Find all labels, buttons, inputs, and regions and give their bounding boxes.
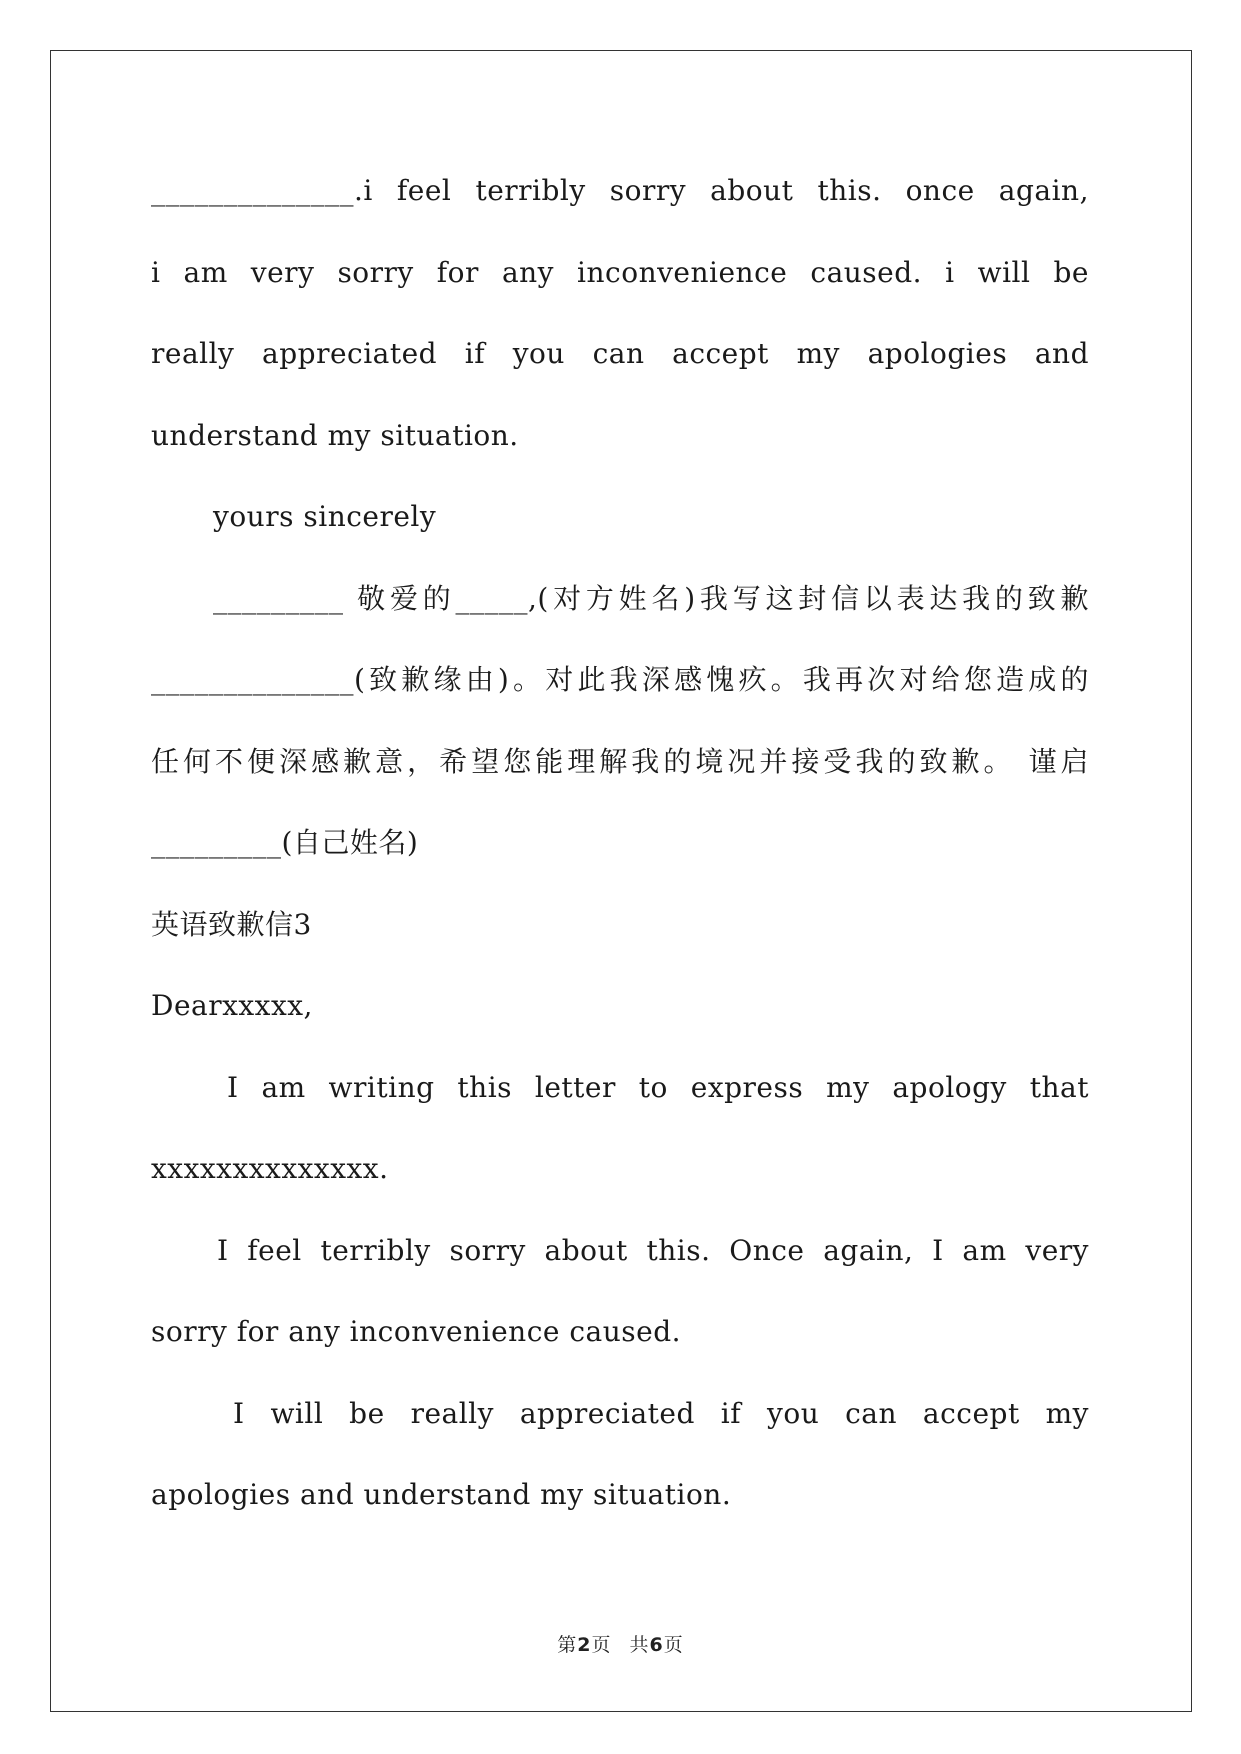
footer-page-suffix: 页 xyxy=(591,1634,612,1656)
text-line: ______________(致歉缘由)。对此我深感愧疚。我再次对给您造成的 xyxy=(151,663,1089,696)
section-heading: 英语致歉信3 xyxy=(151,907,312,941)
text-line: really appreciated if you can accept my apologies and xyxy=(151,337,1089,370)
total-page-count: 6 xyxy=(649,1634,664,1656)
document-body xyxy=(151,150,1089,1536)
text-line: apologies and understand my situation. xyxy=(151,1478,732,1511)
text-line: I feel terribly sorry about this. Once again, I am very xyxy=(217,1233,1089,1267)
current-page-number: 2 xyxy=(577,1634,592,1656)
text-line: I am writing this letter to express my apology that xyxy=(227,1070,1089,1104)
footer-prefix: 第 xyxy=(557,1634,578,1656)
text-line: i am very sorry for any inconvenience caused. i will be xyxy=(151,255,1089,289)
footer-total-suffix: 页 xyxy=(663,1634,684,1656)
text-line: 任何不便深感歉意，希望您能理解我的境况并接受我的致歉。 谨启 xyxy=(151,744,1089,778)
text-line: I will be really appreciated if you can accept my xyxy=(233,1396,1089,1430)
text-line: xxxxxxxxxxxxxx. xyxy=(151,1152,389,1185)
greeting: Dearxxxxx, xyxy=(151,989,313,1022)
text-line: _________(自己姓名) xyxy=(151,826,419,859)
text-line: ______________.i feel terribly sorry about this. once again, xyxy=(151,174,1089,207)
text-line: _________ 敬爱的_____,(对方姓名)我写这封信以表达我的致歉 xyxy=(213,581,1089,615)
footer-total-prefix: 共 xyxy=(629,1634,650,1656)
text-line: sorry for any inconvenience caused. xyxy=(151,1315,682,1348)
text-line: understand my situation. xyxy=(151,418,519,452)
page-footer xyxy=(0,1630,1241,1657)
closing-salutation: yours sincerely xyxy=(213,500,437,533)
